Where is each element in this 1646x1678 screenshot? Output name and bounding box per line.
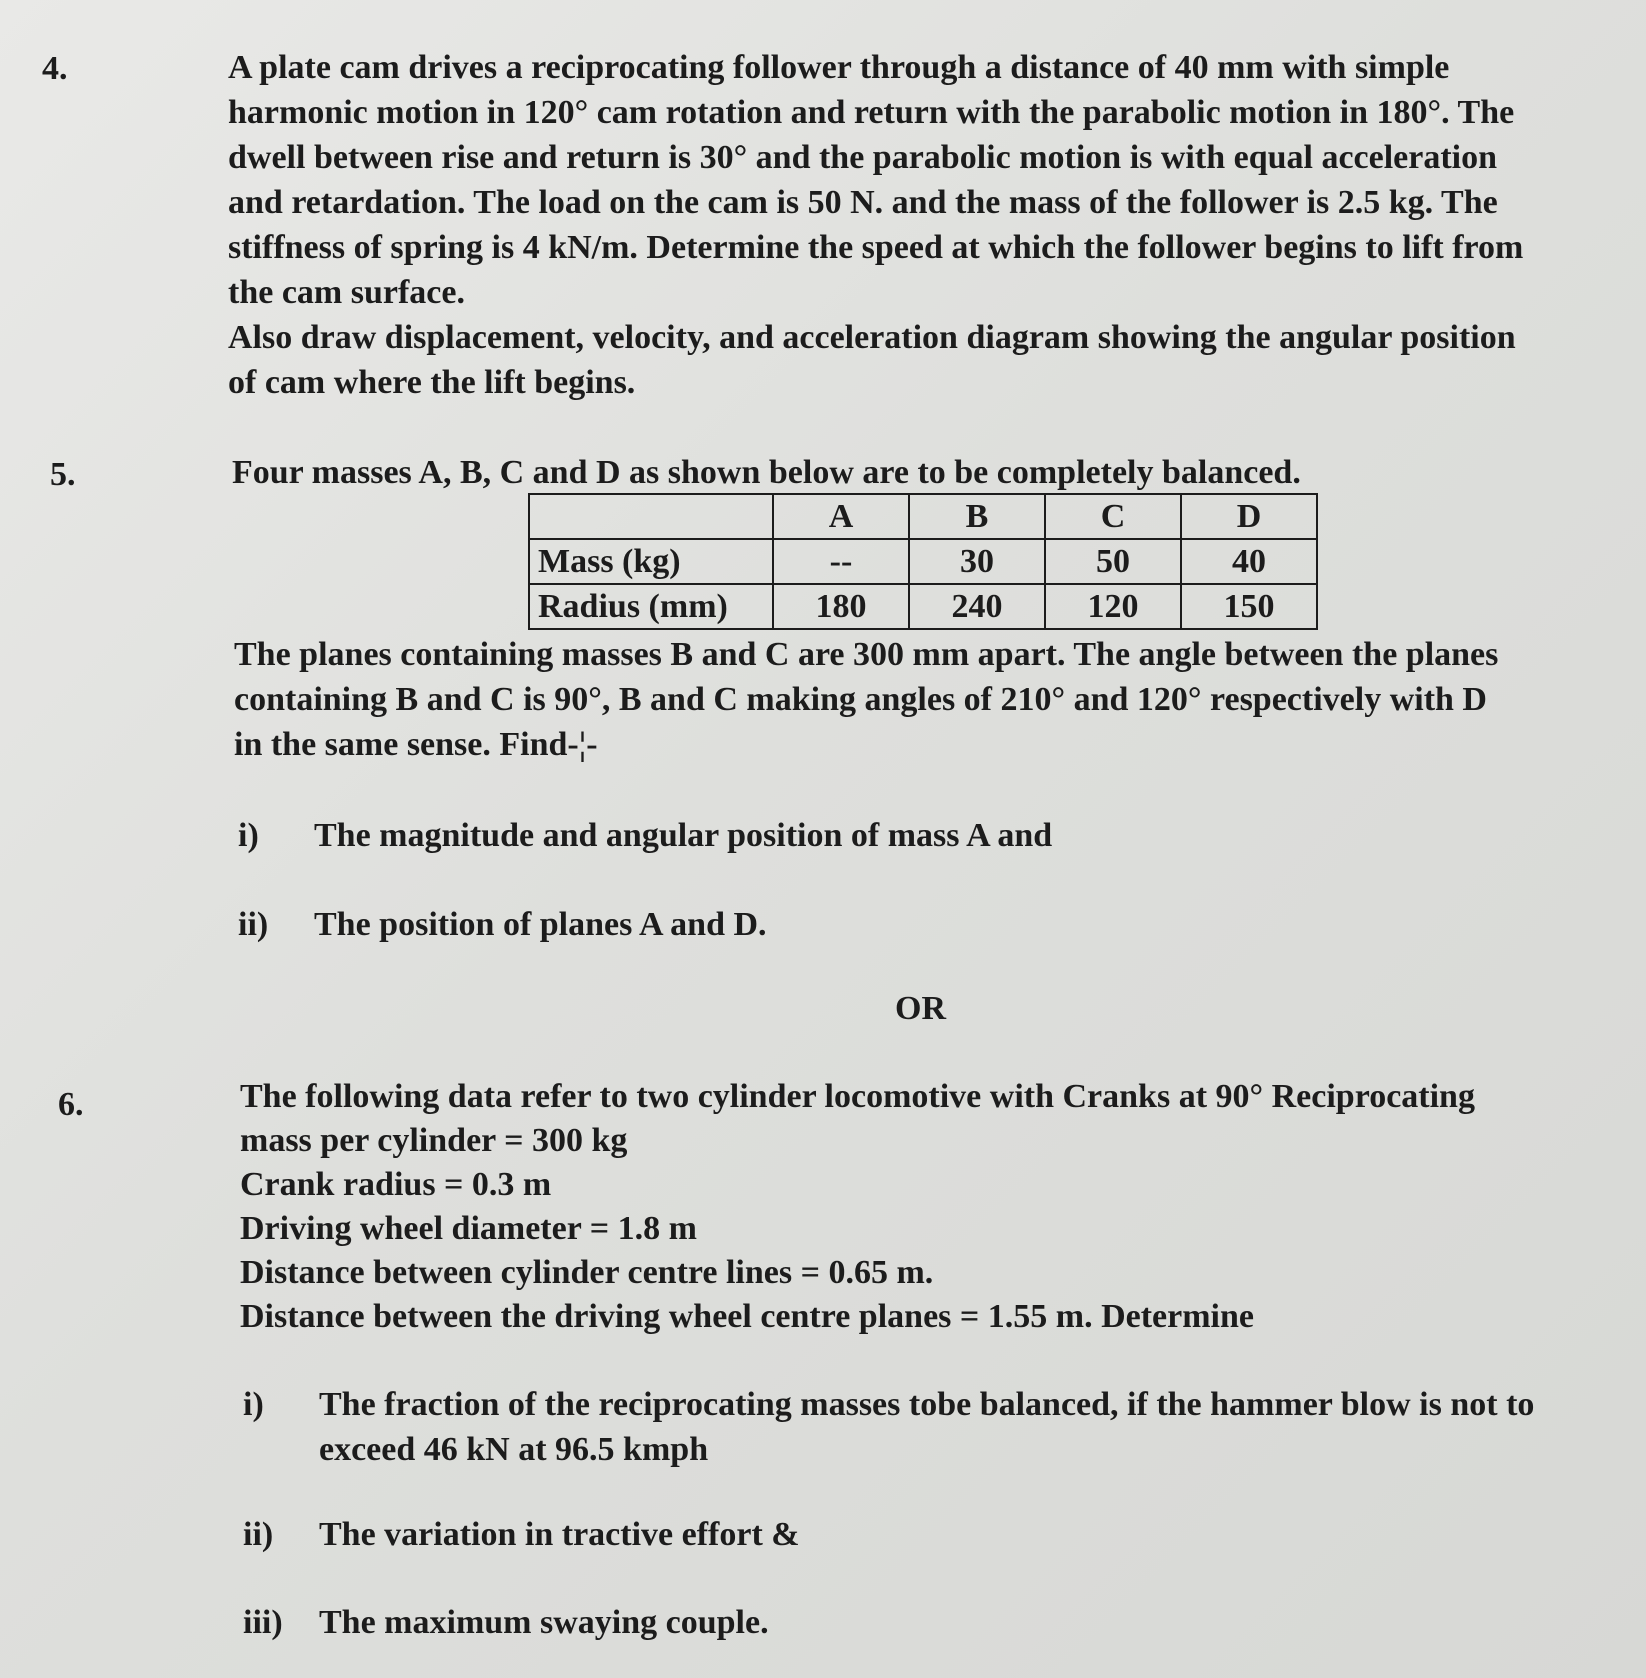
table-cell: -- xyxy=(773,539,909,584)
or-separator: OR xyxy=(895,990,946,1027)
question-4-text xyxy=(228,45,1523,405)
q6-item-2 xyxy=(243,1512,800,1557)
table-row xyxy=(529,584,1317,629)
table-cell: Mass (kg) xyxy=(529,539,773,584)
q4-line-8: of cam where the lift begins. xyxy=(228,364,636,401)
table-cell: Radius (mm) xyxy=(529,584,773,629)
table-cell: 50 xyxy=(1045,539,1181,584)
q6-item-3-number: iii) xyxy=(243,1604,283,1641)
q6-item-3-text: The maximum swaying couple. xyxy=(319,1604,769,1641)
q6-line-1: The following data refer to two cylinder locomotive with Cranks at 90° Reciprocating xyxy=(240,1078,1475,1115)
table-cell: 40 xyxy=(1181,539,1317,584)
table-header-cell: D xyxy=(1181,494,1317,539)
q4-line-1: A plate cam drives a reciprocating follower through a distance of 40 mm with simple xyxy=(228,49,1450,86)
table-header-cell: B xyxy=(909,494,1045,539)
q6-line-6: Distance between the driving wheel centre planes = 1.55 m. Determine xyxy=(240,1298,1255,1335)
q5-item-1 xyxy=(238,813,1052,858)
q5-line-3: in the same sense. Find-¦- xyxy=(234,726,598,763)
table-header-cell: C xyxy=(1045,494,1181,539)
q6-line-4: Driving wheel diameter = 1.8 m xyxy=(240,1210,697,1247)
question-6-text xyxy=(240,1075,1475,1339)
q6-item-1-line-2: exceed 46 kN at 96.5 kmph xyxy=(319,1431,709,1468)
q6-line-3: Crank radius = 0.3 m xyxy=(240,1166,552,1203)
table-cell: 120 xyxy=(1045,584,1181,629)
table-cell: 150 xyxy=(1181,584,1317,629)
table-cell: 30 xyxy=(909,539,1045,584)
question-6-number: 6. xyxy=(58,1086,84,1123)
q5-item-2 xyxy=(238,902,767,947)
q4-line-7: Also draw displacement, velocity, and acceleration diagram showing the angular position xyxy=(228,319,1516,356)
question-5-text xyxy=(234,632,1498,767)
q6-item-1-body xyxy=(319,1382,1534,1472)
q5-item-2-number: ii) xyxy=(238,906,269,943)
question-5-number: 5. xyxy=(50,456,76,493)
q6-item-1-number: i) xyxy=(243,1386,264,1423)
q4-line-5: stiffness of spring is 4 kN/m. Determine the speed at which the follower begins to lift from xyxy=(228,229,1524,266)
table-row xyxy=(529,539,1317,584)
question-4-number: 4. xyxy=(42,50,68,87)
q6-item-2-number: ii) xyxy=(243,1516,274,1553)
q5-item-1-text: The magnitude and angular position of mass A and xyxy=(314,817,1053,854)
q6-item-1 xyxy=(243,1382,1534,1472)
q5-line-2: containing B and C is 90°, B and C making angles of 210° and 120° respectively with D xyxy=(234,681,1487,718)
q5-item-1-number: i) xyxy=(238,817,259,854)
q4-line-2: harmonic motion in 120° cam rotation and return with the parabolic motion in 180°. The xyxy=(228,94,1515,131)
table-cell: 180 xyxy=(773,584,909,629)
q6-item-1-line-1: The fraction of the reciprocating masses tobe balanced, if the hammer blow is not to xyxy=(319,1386,1535,1423)
q4-line-4: and retardation. The load on the cam is 50 N. and the mass of the follower is 2.5 kg. The xyxy=(228,184,1498,221)
q6-line-2: mass per cylinder = 300 kg xyxy=(240,1122,628,1159)
q6-item-3 xyxy=(243,1600,769,1645)
question-5-intro: Four masses A, B, C and D as shown below are to be completely balanced. xyxy=(232,454,1301,491)
table-header-cell xyxy=(529,494,773,539)
q6-line-5: Distance between cylinder centre lines = 0.65 m. xyxy=(240,1254,934,1291)
q6-item-2-text: The variation in tractive effort & xyxy=(319,1516,800,1553)
q5-item-2-text: The position of planes A and D. xyxy=(314,906,767,943)
q4-line-6: the cam surface. xyxy=(228,274,465,311)
q4-line-3: dwell between rise and return is 30° and the parabolic motion is with equal acceleration xyxy=(228,139,1498,176)
q5-line-1: The planes containing masses B and C are 300 mm apart. The angle between the planes xyxy=(234,636,1499,673)
table-header-row xyxy=(529,494,1317,539)
mass-radius-table xyxy=(528,493,1318,630)
table-header-cell: A xyxy=(773,494,909,539)
table-cell: 240 xyxy=(909,584,1045,629)
